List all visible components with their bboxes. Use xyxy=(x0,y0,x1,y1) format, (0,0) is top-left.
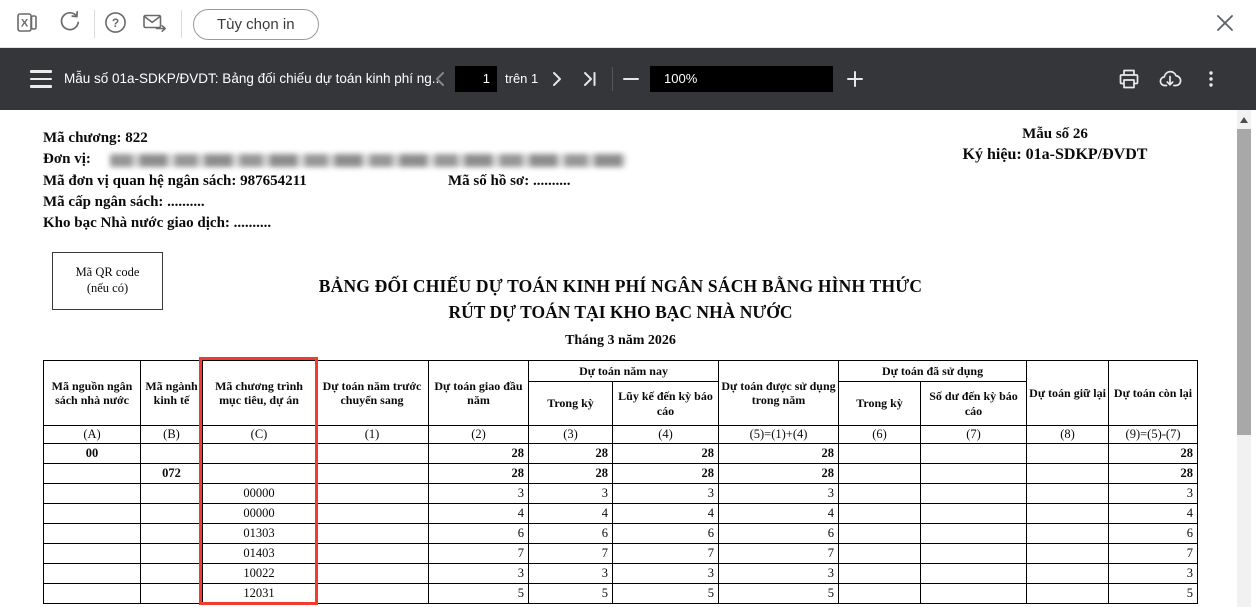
table-body xyxy=(44,444,1198,604)
table-cell: 3 xyxy=(429,484,529,504)
table-cell xyxy=(44,564,141,584)
print-icon[interactable] xyxy=(1116,66,1142,92)
table-cell xyxy=(921,464,1027,484)
table-cell: 28 xyxy=(719,444,839,464)
excel-export-icon xyxy=(14,9,41,39)
zoom-level-input[interactable]: 100% xyxy=(650,66,833,92)
scrollbar-thumb[interactable] xyxy=(1237,129,1251,435)
table-cell xyxy=(316,564,429,584)
header-col-b: Mã ngành kinh tế xyxy=(141,361,203,426)
vertical-scrollbar[interactable] xyxy=(1237,110,1251,607)
send-mail-icon xyxy=(141,9,169,40)
table-cell xyxy=(1027,464,1109,484)
last-page-icon[interactable] xyxy=(581,69,597,89)
document-title-line1: BẢNG ĐỐI CHIẾU DỰ TOÁN KINH PHÍ NGÂN SÁCH BẰNG HÌNH THỨC xyxy=(318,276,923,296)
more-options-icon[interactable] xyxy=(1198,66,1224,92)
svg-text:X: X xyxy=(20,17,28,30)
table-cell: 3 xyxy=(529,564,613,584)
column-code-cell: (6) xyxy=(839,426,921,444)
table-cell: 5 xyxy=(429,584,529,604)
table-cell: 7 xyxy=(719,544,839,564)
table-cell: 3 xyxy=(429,564,529,584)
table-cell xyxy=(44,524,141,544)
table-cell xyxy=(839,484,921,504)
table-cell: 5 xyxy=(529,584,613,604)
table-cell: 3 xyxy=(613,484,719,504)
table-cell xyxy=(1027,444,1109,464)
form-code-block xyxy=(930,126,1180,164)
page-total-label: trên 1 xyxy=(505,71,539,86)
table-cell xyxy=(1027,484,1109,504)
ma-cap-ngan-sach-line: Mã cấp ngân sách: .......... xyxy=(43,194,205,210)
table-cell: 3 xyxy=(613,564,719,584)
table-cell: 7 xyxy=(529,544,613,564)
table-row xyxy=(44,584,1198,604)
table-cell: 4 xyxy=(719,504,839,524)
table-cell: 7 xyxy=(1109,544,1198,564)
send-mail-button[interactable] xyxy=(140,10,170,38)
table-cell xyxy=(921,564,1027,584)
column-code-cell: (9)=(5)-(7) xyxy=(1109,426,1198,444)
close-button[interactable] xyxy=(1210,10,1240,38)
table-cell xyxy=(44,504,141,524)
document-title-block xyxy=(128,276,1113,349)
table-cell xyxy=(921,504,1027,524)
table-cell: 28 xyxy=(529,464,613,484)
table-cell: 28 xyxy=(719,464,839,484)
header-col-4: Lũy kế đến kỳ báo cáo xyxy=(613,382,719,426)
table-cell: 6 xyxy=(1109,524,1198,544)
kho-bac-line: Kho bạc Nhà nước giao dịch: .......... xyxy=(43,215,272,231)
table-cell: 10022 xyxy=(203,564,316,584)
pdf-toolbar xyxy=(0,48,1256,110)
don-vi-label: Đơn vị: xyxy=(43,151,91,167)
next-page-icon[interactable] xyxy=(549,69,565,89)
table-cell xyxy=(316,484,429,504)
table-cell: 28 xyxy=(429,444,529,464)
pdf-document-title: Mẫu số 01a-SDKP/ĐVDT: Bảng đối chiếu dự toán kinh phí ng.. xyxy=(64,71,440,86)
excel-export-button[interactable] xyxy=(12,10,42,38)
column-code-row xyxy=(44,426,1198,444)
menu-icon[interactable] xyxy=(30,70,52,88)
table-cell: 6 xyxy=(429,524,529,544)
table-cell xyxy=(44,464,141,484)
qr-box-line1: Mã QR code xyxy=(75,265,140,279)
table-cell xyxy=(316,584,429,604)
table-cell: 28 xyxy=(1109,464,1198,484)
header-col-c: Mã chương trình mục tiêu, dự án xyxy=(203,361,316,426)
refresh-icon xyxy=(56,9,83,39)
table-cell xyxy=(921,544,1027,564)
table-cell xyxy=(1027,584,1109,604)
mau-so-label: Mẫu số 26 xyxy=(1022,126,1088,142)
table-cell: 12031 xyxy=(203,584,316,604)
table-cell: 28 xyxy=(613,464,719,484)
ma-don-vi-line: Mã đơn vị quan hệ ngân sách: 987654211 xyxy=(43,173,307,189)
scrollbar-up-arrow-icon[interactable] xyxy=(1237,114,1251,126)
table-cell: 6 xyxy=(613,524,719,544)
svg-text:?: ? xyxy=(111,16,119,30)
table-cell xyxy=(316,464,429,484)
table-cell xyxy=(921,584,1027,604)
document-title-line2: RÚT DỰ TOÁN TẠI KHO BẠC NHÀ NƯỚC xyxy=(448,302,793,322)
table-cell xyxy=(1027,524,1109,544)
table-cell xyxy=(203,464,316,484)
redacted-unit-name xyxy=(110,154,626,167)
header-col-2: Dự toán giao đầu năm xyxy=(429,361,529,426)
header-group-da-su-dung: Dự toán đã sử dụng xyxy=(839,361,1027,382)
table-cell: 6 xyxy=(529,524,613,544)
table-cell xyxy=(839,584,921,604)
table-cell xyxy=(921,444,1027,464)
table-cell: 4 xyxy=(1109,504,1198,524)
header-col-6: Trong kỳ xyxy=(839,382,921,426)
table-row xyxy=(44,524,1198,544)
table-cell: 28 xyxy=(613,444,719,464)
column-code-cell: (C) xyxy=(203,426,316,444)
print-options-button[interactable]: Tùy chọn in xyxy=(193,9,319,40)
table-cell xyxy=(316,524,429,544)
ma-so-ho-so-line: Mã số hồ sơ: .......... xyxy=(448,173,571,189)
qr-box-line2: (nếu có) xyxy=(86,281,129,296)
table-cell xyxy=(203,444,316,464)
table-cell xyxy=(141,504,203,524)
table-cell: 28 xyxy=(1109,444,1198,464)
table-cell: 7 xyxy=(613,544,719,564)
table-cell xyxy=(44,584,141,604)
table-cell xyxy=(44,544,141,564)
page-number-input[interactable]: 1 xyxy=(455,66,497,92)
table-cell: 4 xyxy=(613,504,719,524)
refresh-button[interactable] xyxy=(54,10,84,38)
header-col-7: Số dư đến kỳ báo cáo xyxy=(921,382,1027,426)
column-code-cell: (7) xyxy=(921,426,1027,444)
table-cell: 00000 xyxy=(203,504,316,524)
table-cell: 3 xyxy=(719,484,839,504)
table-cell xyxy=(316,504,429,524)
header-col-9: Dự toán còn lại xyxy=(1109,361,1198,426)
header-col-1: Dự toán năm trước chuyển sang xyxy=(316,361,429,426)
column-code-cell: (5)=(1)+(4) xyxy=(719,426,839,444)
column-code-cell: (3) xyxy=(529,426,613,444)
table-cell xyxy=(921,524,1027,544)
table-cell xyxy=(839,464,921,484)
table-cell xyxy=(839,544,921,564)
table-cell: 072 xyxy=(141,464,203,484)
table-row xyxy=(44,484,1198,504)
table-cell: 4 xyxy=(529,504,613,524)
table-cell: 00 xyxy=(44,444,141,464)
ma-chuong-line: Mã chương: 822 xyxy=(43,130,148,146)
table-cell xyxy=(1027,564,1109,584)
table-cell: 01403 xyxy=(203,544,316,564)
table-cell xyxy=(1027,544,1109,564)
table-row xyxy=(44,564,1198,584)
header-col-8: Dự toán giữ lại xyxy=(1027,361,1109,426)
column-code-cell: (1) xyxy=(316,426,429,444)
table-cell xyxy=(141,544,203,564)
table-cell xyxy=(141,564,203,584)
table-cell: 3 xyxy=(1109,564,1198,584)
document-period: Tháng 3 năm 2026 xyxy=(565,333,676,348)
ky-hieu-label: Ký hiệu: 01a-SDKP/ĐVDT xyxy=(962,146,1148,163)
help-button[interactable] xyxy=(100,10,130,38)
column-code-cell: (2) xyxy=(429,426,529,444)
document-page xyxy=(0,110,1256,607)
top-toolbar xyxy=(0,0,1256,48)
column-code-cell: (4) xyxy=(613,426,719,444)
table-cell xyxy=(1027,504,1109,524)
table-cell: 3 xyxy=(1109,484,1198,504)
table-cell: 01303 xyxy=(203,524,316,544)
table-row xyxy=(44,444,1198,464)
table-cell xyxy=(44,484,141,504)
table-cell: 3 xyxy=(719,564,839,584)
table-cell: 3 xyxy=(529,484,613,504)
table-cell: 28 xyxy=(429,464,529,484)
table-cell xyxy=(839,564,921,584)
table-cell xyxy=(141,444,203,464)
header-col-a: Mã nguồn ngân sách nhà nước xyxy=(44,361,141,426)
table-cell: 5 xyxy=(1109,584,1198,604)
table-cell xyxy=(141,484,203,504)
table-cell xyxy=(839,524,921,544)
column-code-cell: (8) xyxy=(1027,426,1109,444)
budget-table xyxy=(43,360,1198,604)
table-cell: 7 xyxy=(429,544,529,564)
zoom-out-icon[interactable] xyxy=(622,69,640,89)
table-cell xyxy=(839,504,921,524)
table-cell xyxy=(839,444,921,464)
help-icon xyxy=(102,9,129,39)
header-col-3: Trong kỳ xyxy=(529,382,613,426)
toolbar-separator xyxy=(181,10,182,38)
table-cell xyxy=(141,524,203,544)
table-cell: 5 xyxy=(613,584,719,604)
column-code-cell: (B) xyxy=(141,426,203,444)
header-col-5: Dự toán được sử dụng trong năm xyxy=(719,361,839,426)
table-cell: 6 xyxy=(719,524,839,544)
zoom-in-icon[interactable] xyxy=(846,69,864,89)
table-row xyxy=(44,504,1198,524)
header-group-nam-nay: Dự toán năm nay xyxy=(529,361,719,382)
table-cell: 00000 xyxy=(203,484,316,504)
table-cell xyxy=(316,444,429,464)
download-icon[interactable] xyxy=(1157,66,1183,92)
toolbar-separator xyxy=(94,10,95,38)
table-row xyxy=(44,544,1198,564)
column-code-cell: (A) xyxy=(44,426,141,444)
table-row xyxy=(44,464,1198,484)
table-cell xyxy=(921,484,1027,504)
prev-page-icon[interactable] xyxy=(433,69,449,89)
table-cell xyxy=(316,544,429,564)
table-cell: 28 xyxy=(529,444,613,464)
table-cell xyxy=(141,584,203,604)
table-cell: 5 xyxy=(719,584,839,604)
table-cell: 4 xyxy=(429,504,529,524)
toolbar-separator xyxy=(612,67,613,91)
close-icon xyxy=(1213,11,1237,38)
